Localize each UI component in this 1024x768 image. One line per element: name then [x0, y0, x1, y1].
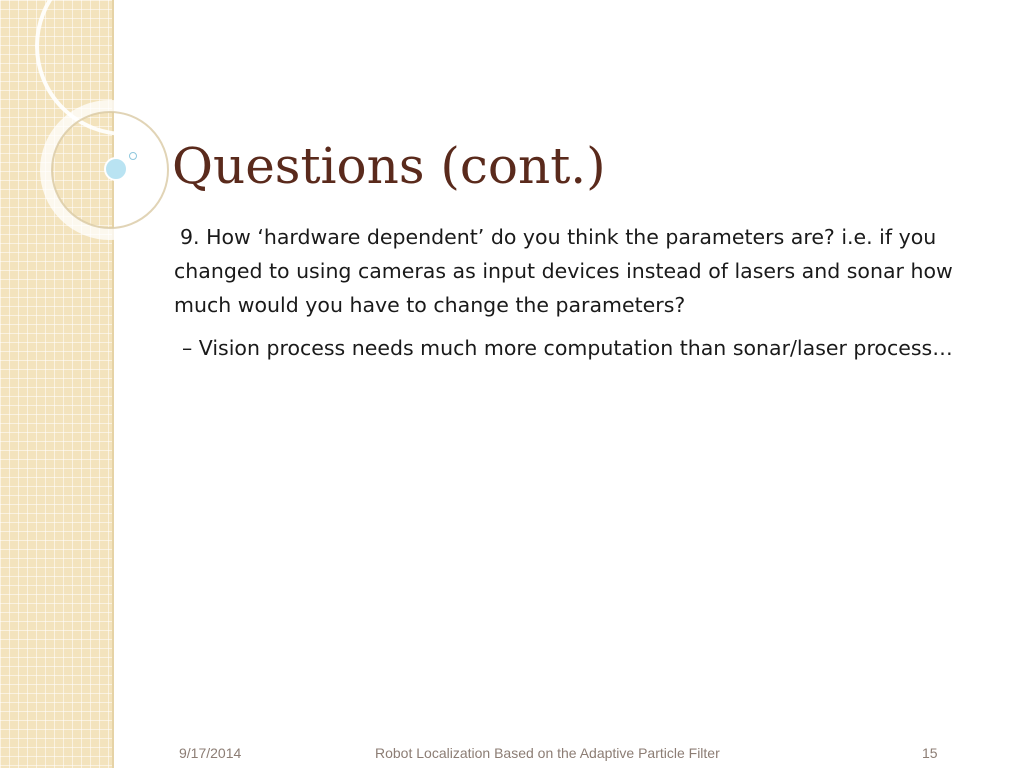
decorative-rings	[0, 0, 200, 270]
question-text: 9. How ‘hardware dependent’ do you think the parameters are? i.e. if you changed to using cameras as input devices instead of lasers and sonar how much would you have to change the parameters?	[174, 225, 953, 317]
footer-presentation-title: Robot Localization Based on the Adaptive Particle Filter	[375, 745, 720, 761]
slide-body	[174, 220, 984, 365]
slide-title: Questions (cont.)	[172, 137, 606, 195]
accent-bubble	[105, 158, 127, 180]
slide-number: 15	[922, 745, 938, 761]
answer-text: – Vision process needs much more computation than sonar/laser process…	[182, 336, 953, 360]
large-ring	[37, 0, 200, 134]
small-bubble	[130, 153, 137, 160]
footer-date: 9/17/2014	[179, 745, 242, 761]
